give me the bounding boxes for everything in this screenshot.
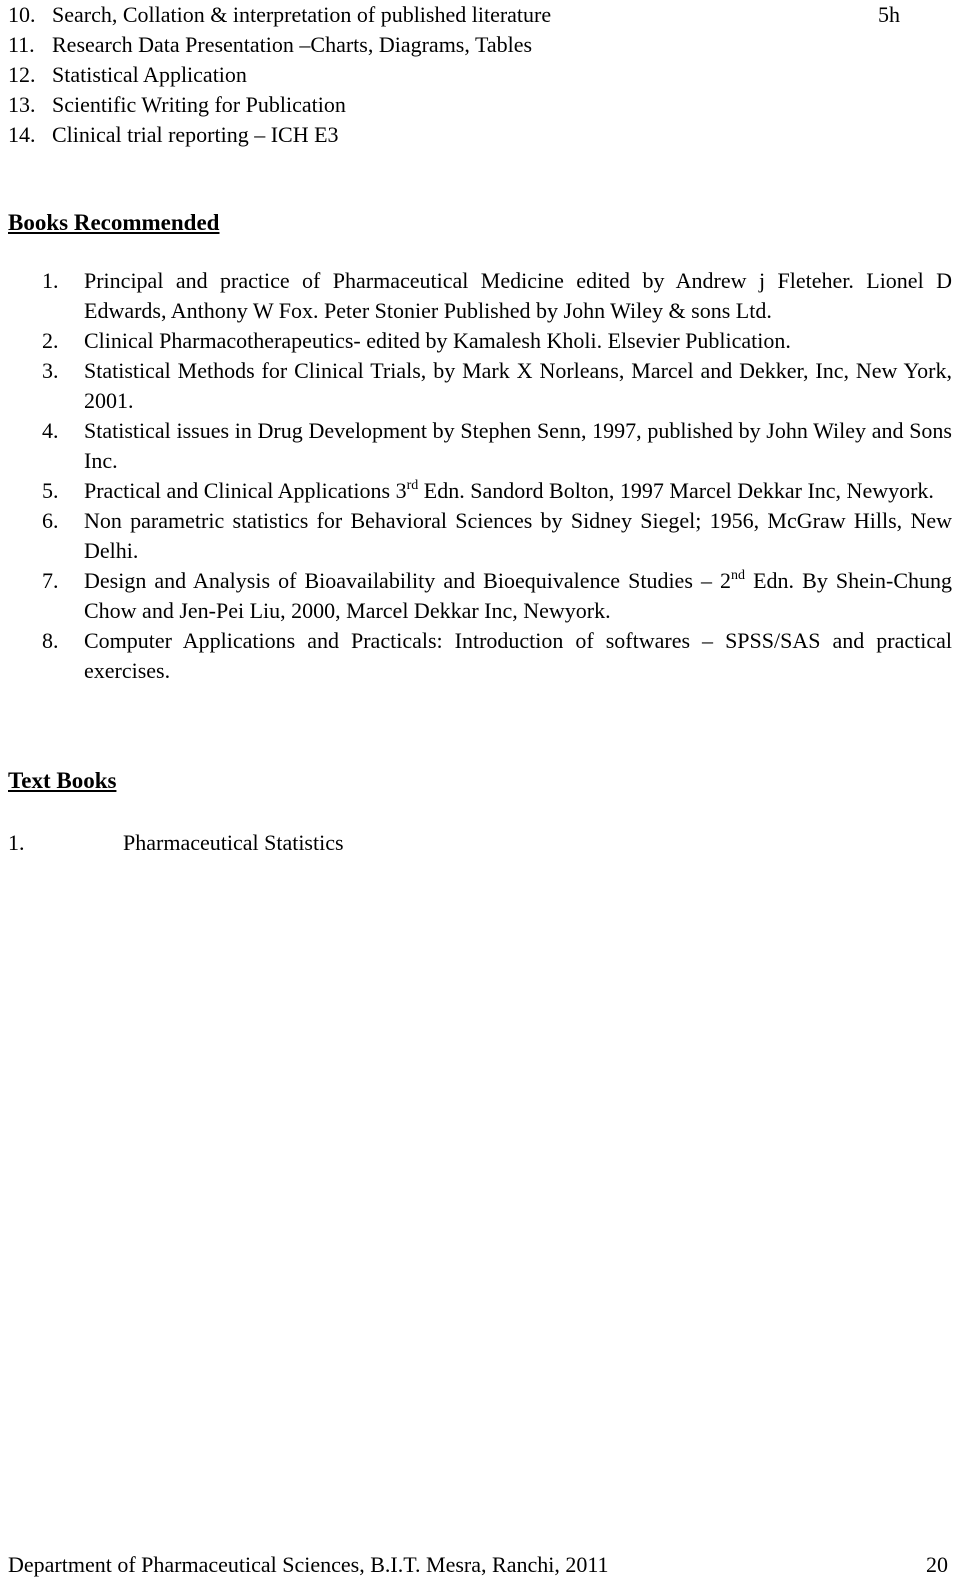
footer-department: Department of Pharmaceutical Sciences, B.I.T. Mesra, Ranchi, 2011 (8, 1552, 609, 1577)
book-item (42, 266, 952, 326)
topic-text: Scientific Writing for Publication (52, 92, 346, 117)
book-text: Statistical Methods for Clinical Trials, by Mark X Norleans, Marcel and Dekker, Inc, New York, 2001. (84, 358, 952, 413)
topic-number: 10. (8, 2, 36, 27)
book-item (42, 626, 952, 686)
book-text-start: Design and Analysis of Bioavailability and Bioequivalence Studies – 2 (84, 568, 732, 593)
book-number: 4. (42, 418, 59, 443)
page-number: 20 (926, 1552, 948, 1577)
book-text: Principal and practice of Pharmaceutical Medicine edited by Andrew j Fleteher. Lionel D Edwards, Anthony W Fox. Peter Stonier Published by John Wiley & sons Ltd. (84, 268, 952, 323)
book-item (42, 326, 952, 356)
topic-item (8, 30, 948, 60)
edition-superscript: rd (406, 478, 419, 493)
topic-hours: 5h (878, 2, 900, 27)
book-text-end: Edn. Sandord Bolton, 1997 Marcel Dekkar Inc, Newyork. (418, 478, 934, 503)
book-number: 6. (42, 508, 59, 533)
page-footer (8, 1550, 948, 1580)
book-text: Clinical Pharmacotherapeutics- edited by Kamalesh Kholi. Elsevier Publication. (84, 328, 791, 353)
topic-text: Statistical Application (52, 62, 247, 87)
book-item (42, 476, 952, 506)
topic-number: 13. (8, 92, 36, 117)
book-number: 1. (42, 268, 59, 293)
topic-item (8, 120, 948, 150)
topic-text: Search, Collation & interpretation of published literature (52, 2, 552, 27)
book-item (42, 566, 952, 626)
books-recommended-list (42, 266, 952, 686)
book-text: Computer Applications and Practicals: Introduction of softwares – SPSS/SAS and practical exercises. (84, 628, 952, 683)
book-item (42, 416, 952, 476)
text-book-title: Pharmaceutical Statistics (123, 830, 344, 855)
topic-item (8, 60, 948, 90)
book-text-start: Practical and Clinical Applications 3 (84, 478, 407, 503)
topic-item (8, 90, 948, 120)
book-number: 2. (42, 328, 59, 353)
text-book-item (8, 828, 344, 858)
book-item (42, 356, 952, 416)
books-recommended-heading: Books Recommended (8, 210, 220, 235)
book-item (42, 506, 952, 566)
book-text-end: Edn. By Shein-Chung Chow and Jen-Pei Liu, 2000, Marcel Dekkar Inc, Newyork. (84, 568, 953, 623)
text-book-number: 1. (8, 830, 25, 855)
topic-text: Clinical trial reporting – ICH E3 (52, 122, 339, 147)
book-number: 5. (42, 478, 59, 503)
topic-number: 12. (8, 62, 36, 87)
book-number: 8. (42, 628, 59, 653)
topic-item (8, 0, 948, 30)
edition-superscript: nd (731, 568, 746, 583)
book-text: Non parametric statistics for Behavioral Sciences by Sidney Siegel; 1956, McGraw Hills, New Delhi. (84, 508, 952, 563)
book-number: 7. (42, 568, 59, 593)
book-text: Statistical issues in Drug Development by Stephen Senn, 1997, published by John Wiley and Sons Inc. (84, 418, 952, 473)
topic-number: 14. (8, 122, 36, 147)
topic-number: 11. (8, 32, 35, 57)
topic-text: Research Data Presentation –Charts, Diagrams, Tables (52, 32, 533, 57)
book-number: 3. (42, 358, 59, 383)
text-books-heading: Text Books (8, 768, 117, 793)
